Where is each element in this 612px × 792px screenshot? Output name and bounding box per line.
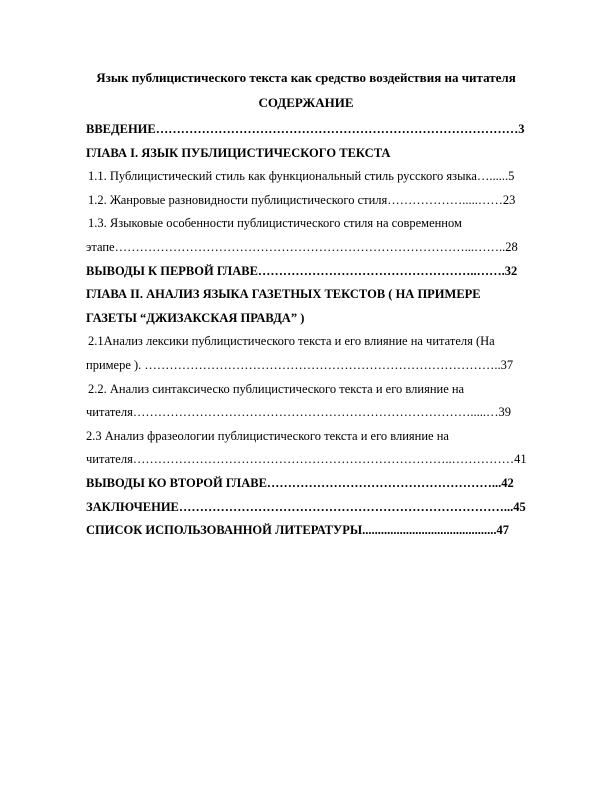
- toc-entry-chapter-1-conclusions: ВЫВОДЫ К ПЕРВОЙ ГЛАВЕ……………………………………………..…….32: [86, 263, 518, 278]
- toc-chapter-2-heading: ГЛАВА II. АНАЛИЗ ЯЗЫКА ГАЗЕТНЫХ ТЕКСТОВ ( НА ПРИМЕРЕ: [86, 287, 481, 302]
- toc-entry-1-3-continued: этапе…………………………………………………………………………...……..28: [86, 239, 518, 254]
- contents-heading: СОДЕРЖАНИЕ: [258, 95, 354, 110]
- toc-entry-1-1: 1.1. Публицистический стиль как функциональный стиль русского языка…......5: [88, 169, 515, 184]
- toc-chapter-2-heading-continued: ГАЗЕТЫ “ДЖИЗАКСКАЯ ПРАВДА” ): [86, 310, 305, 325]
- toc-entry-introduction: ВВЕДЕНИЕ……………………………………………………………………………3: [86, 122, 525, 136]
- toc-entry-1-3: 1.3. Языковые особенности публицистического стиля на современном: [88, 216, 462, 231]
- toc-entry-chapter-2-conclusions: ВЫВОДЫ КО ВТОРОЙ ГЛАВЕ………………………………………………...42: [86, 475, 514, 490]
- toc-entry-conclusion: ЗАКЛЮЧЕНИЕ……………………………………………………………………...45: [86, 499, 526, 514]
- toc-entry-2-1-continued: примере ). …………………………………………………………………………..37: [86, 357, 514, 372]
- toc-chapter-1-heading: ГЛАВА I. ЯЗЫК ПУБЛИЦИСТИЧЕСКОГО ТЕКСТА: [86, 145, 391, 160]
- toc-entry-2-2: 2.2. Анализ синтаксическо публицистического текста и его влияние на: [88, 381, 465, 396]
- toc-entry-references: СПИСОК ИСПОЛЬЗОВАННОЙ ЛИТЕРАТУРЫ...........................................47: [86, 523, 509, 538]
- toc-entry-2-1: 2.1Анализ лексики публицистического текста и его влияние на читателя (На: [88, 334, 495, 349]
- toc-entry-1-2: 1.2. Жанровые разновидности публицистического стиля……………….....……23: [88, 192, 516, 207]
- document-title: Язык публицистического текста как средство воздействия на читателя: [96, 70, 516, 85]
- table-of-contents: [86, 118, 570, 543]
- toc-entry-2-2-continued: читателя……………………………………………………………………….....…39: [86, 405, 511, 420]
- toc-entry-2-3: 2.3 Анализ фразеологии публицистического текста и его влияние на: [86, 428, 449, 443]
- toc-entry-2-3-continued: читателя…………………………………………………………………..……………41: [86, 452, 527, 467]
